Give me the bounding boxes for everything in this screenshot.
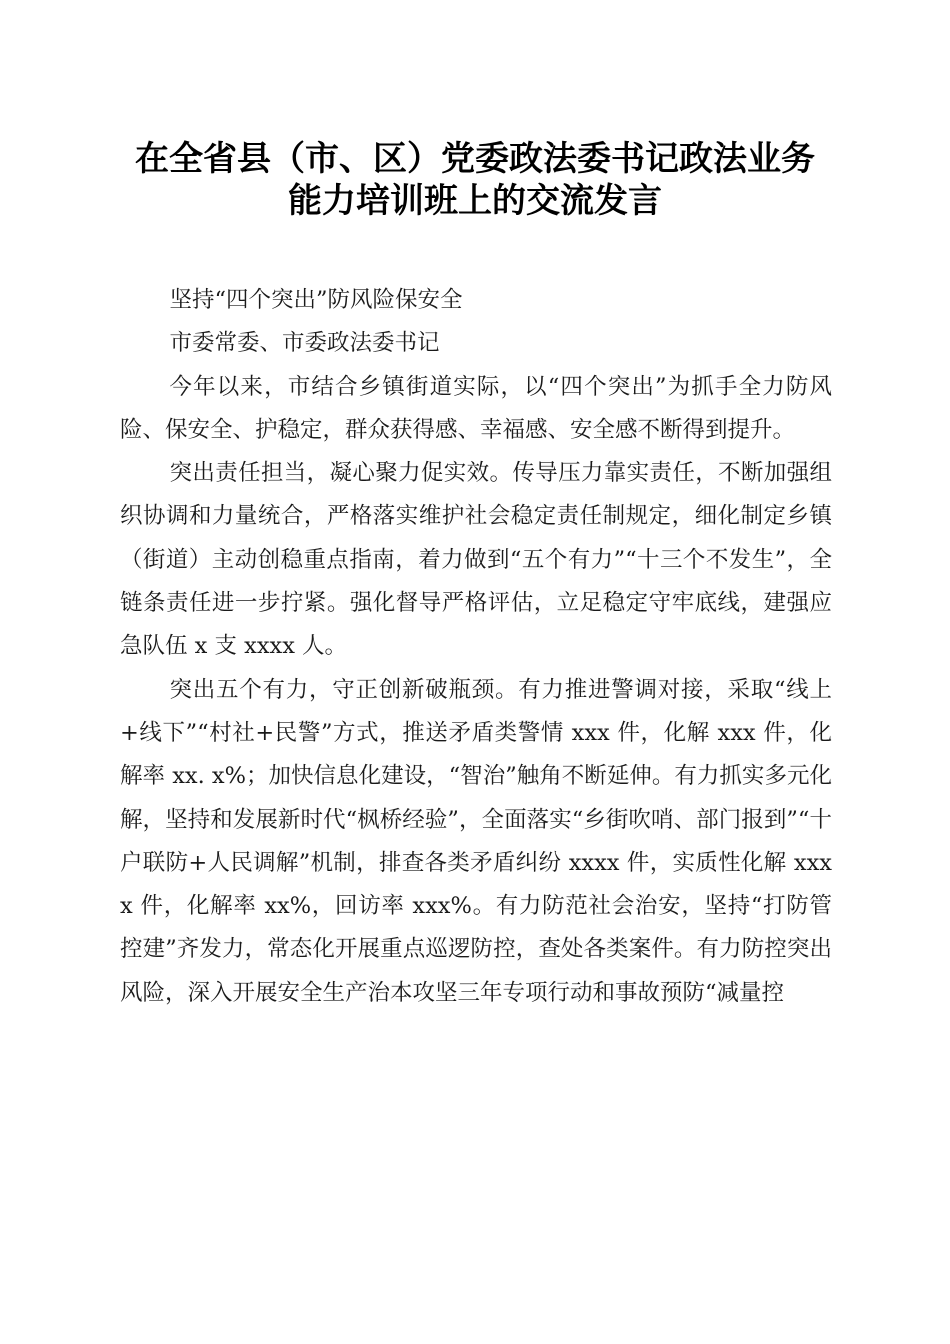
document-body <box>120 279 832 1015</box>
subtitle: 坚持“四个突出”防风险保安全 <box>169 287 463 313</box>
title-line-2: 能力培训班上的交流发言 <box>288 181 662 221</box>
paragraph-intro: 今年以来，市结合乡镇街道实际，以“四个突出”为抓手全力防风险、保安全、护稳定，群众获得感、幸福感、安全感不断得到提升。 <box>120 373 832 443</box>
author-line: 市委常委、市委政法委书记 <box>169 330 440 357</box>
paragraph-five-effective: 突出五个有力，守正创新破瓶颈。有力推进警调对接，采取“线上+线下”“村社+民警”方式，推送矛盾类警情 xxx 件，化解 xxx 件，化解率 xx. x%；加快信息化建设，“智治”触角不断延伸。有力抓实多元化解，坚持和发展新时代“枫桥经验”，全面落实“乡街吹哨、部门报到”“十户联防+人民调解”机制，排查各类矛盾纠纷 xxxx 件，实质性化解 xxxx 件，化解率 xx%，回访率 xxx%。有力防范社会治安，坚持“打防管控建”齐发力，常态化开展重点巡逻防控，查处各类案件。有力防控突出风险，深入开展安全生产治本攻坚三年专项行动和事故预防“减量控 <box>120 676 832 1006</box>
paragraph-responsibility: 突出责任担当，凝心聚力促实效。传导压力靠实责任，不断加强组织协调和力量统合，严格落实维护社会稳定责任制规定，细化制定乡镇（街道）主动创稳重点指南，着力做到“五个有力”“十三个不发生”，全链条责任进一步拧紧。强化督导严格评估，立足稳定守牢底线，建强应急队伍 x 支 xxxx 人。 <box>120 460 832 660</box>
title-line-1: 在全省县（市、区）党委政法委书记政法业务 <box>135 139 815 179</box>
document-title <box>100 138 850 222</box>
